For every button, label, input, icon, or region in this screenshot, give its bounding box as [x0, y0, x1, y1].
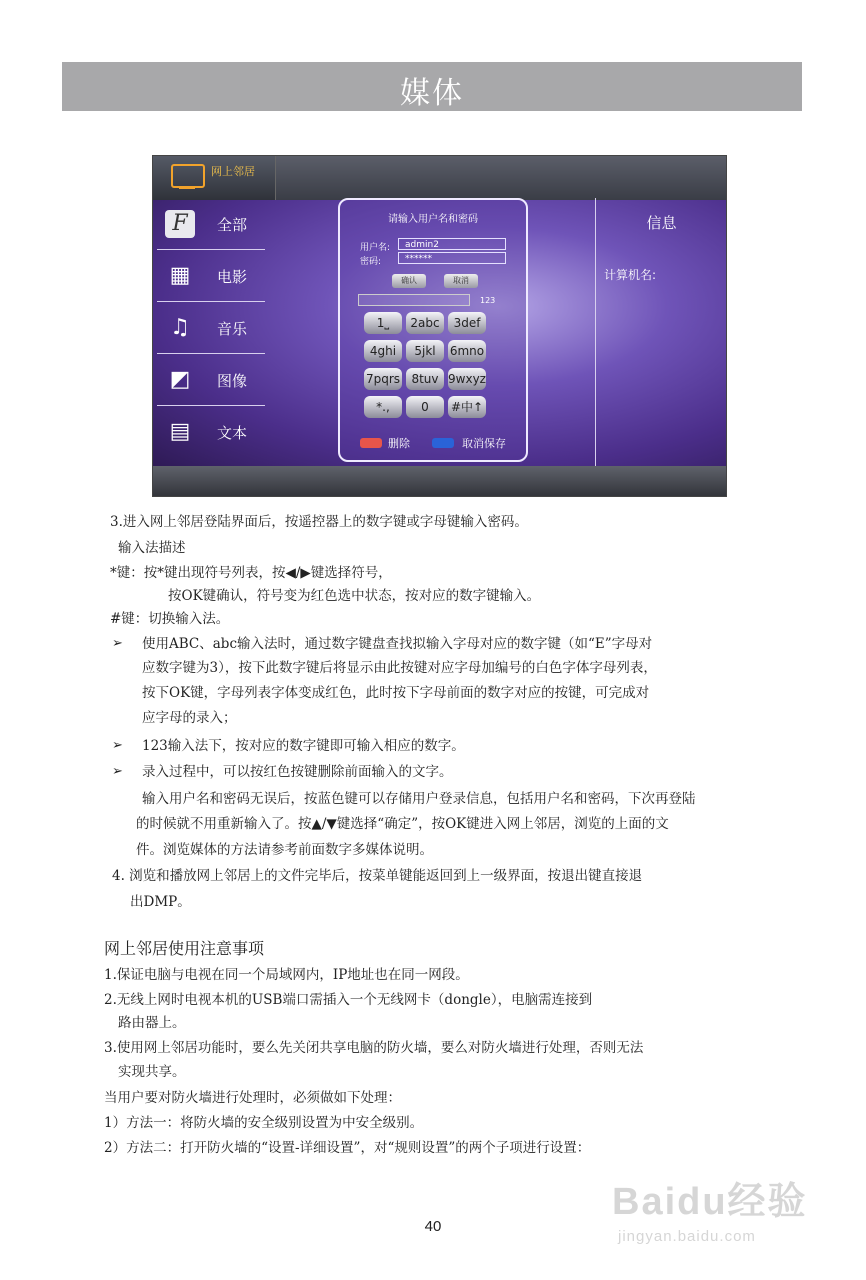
- music-note-icon: ♫: [170, 315, 190, 340]
- input-preview-field[interactable]: [358, 294, 470, 306]
- red-key-label: 删除: [388, 437, 410, 450]
- confirm-button[interactable]: 确认: [392, 274, 426, 288]
- input-mode-indicator: 123: [480, 296, 496, 305]
- paragraph: 输入法描述: [118, 540, 186, 556]
- computer-name-label: 计算机名:: [604, 268, 657, 282]
- username-label: 用户名:: [360, 243, 391, 253]
- sidebar-item-text[interactable]: [157, 406, 265, 457]
- username-field[interactable]: admin2: [398, 238, 506, 250]
- key-3[interactable]: 3def: [448, 312, 486, 334]
- info-title: 信息: [646, 214, 677, 232]
- paragraph: *键：按*键出现符号列表，按◀/▶键选择符号，: [110, 565, 392, 581]
- sidebar-item-label: 全部: [217, 216, 248, 234]
- key-8[interactable]: 8tuv: [406, 368, 444, 390]
- sidebar-item-image[interactable]: [157, 354, 265, 406]
- paragraph: 实现共享。: [118, 1064, 186, 1080]
- paragraph: 输入用户名和密码无误后，按蓝色键可以存储用户登录信息，包括用户名和密码，下次再登陆: [142, 791, 696, 807]
- cancel-button[interactable]: 取消: [444, 274, 478, 288]
- password-field[interactable]: ******: [398, 252, 506, 264]
- paragraph: 应字母的录入；: [142, 710, 237, 726]
- paragraph: 2）方法二：打开防火墙的“设置-详细设置”，对“规则设置”的两个子项进行设置：: [104, 1140, 591, 1156]
- paragraph: 录入过程中，可以按红色按键删除前面输入的文字。: [142, 764, 453, 780]
- paragraph: 按OK键确认，符号变为红色选中状态，按对应的数字键输入。: [168, 588, 541, 604]
- key-0[interactable]: 0: [406, 396, 444, 418]
- paragraph: 路由器上。: [118, 1015, 186, 1031]
- watermark-url: jingyan.baidu.com: [618, 1228, 756, 1245]
- paragraph: 当用户要对防火墙进行处理时，必须做如下处理：: [104, 1090, 401, 1106]
- sidebar-item-label: 图像: [217, 372, 248, 390]
- paragraph: 使用ABC、abc输入法时，通过数字键盘查找拟输入字母对应的数字键（如“E”字母对: [142, 636, 653, 652]
- sidebar-item-music[interactable]: [157, 302, 265, 354]
- monitor-icon: [171, 164, 205, 188]
- paragraph: 2.无线上网时电视本机的USB端口需插入一个无线网卡（dongle），电脑需连接到: [104, 992, 593, 1008]
- paragraph: 123输入法下，按对应的数字键即可输入相应的数字。: [142, 738, 465, 754]
- paragraph: 3.进入网上邻居登陆界面后，按遥控器上的数字键或字母键输入密码。: [110, 514, 528, 530]
- screen-bottom-bar: [153, 466, 726, 496]
- paragraph: 的时候就不用重新输入了。按▲/▼键选择“确定”，按OK键进入网上邻居，浏览的上面的文: [136, 816, 669, 832]
- page-title: 媒体: [400, 76, 464, 111]
- key-2[interactable]: 2abc: [406, 312, 444, 334]
- paragraph: 件。浏览媒体的方法请参考前面数字多媒体说明。: [136, 842, 433, 858]
- picture-icon: ◩: [169, 367, 191, 392]
- key-7[interactable]: 7pqrs: [364, 368, 402, 390]
- text-document-icon: ▤: [169, 419, 191, 444]
- login-dialog: [338, 198, 528, 462]
- blue-key-swatch: [432, 438, 454, 448]
- blue-key-label: 取消保存: [462, 437, 506, 450]
- page-number: 40: [424, 1218, 442, 1235]
- paragraph: 按下OK键，字母列表字体变成红色，此时按下字母前面的数字对应的按键，可完成对: [142, 685, 650, 701]
- tab-network-neighborhood[interactable]: [153, 156, 276, 200]
- sidebar-item-label: 电影: [217, 268, 248, 286]
- key-9[interactable]: 9wxyz: [448, 368, 486, 390]
- section-heading: 网上邻居使用注意事项: [104, 939, 265, 958]
- watermark-logo: Baidu经验: [612, 1181, 808, 1223]
- category-sidebar: [157, 198, 265, 457]
- sidebar-item-movie[interactable]: [157, 250, 265, 302]
- paragraph: 3.使用网上邻居功能时，要么先关闭共享电脑的防火墙，要么对防火墙进行处理，否则无法: [104, 1040, 644, 1056]
- key-star[interactable]: *.,: [364, 396, 402, 418]
- paragraph: #键：切换输入法。: [110, 611, 230, 627]
- key-hash[interactable]: #中↑: [448, 396, 486, 418]
- paragraph: 出DMP。: [130, 894, 191, 910]
- paragraph: 4. 浏览和播放网上邻居上的文件完毕后，按菜单键能返回到上一级界面，按退出键直接退: [112, 868, 643, 884]
- sidebar-item-label: 音乐: [217, 320, 248, 338]
- film-icon: ▦: [169, 263, 191, 288]
- sidebar-item-label: 文本: [217, 424, 248, 442]
- dialog-title: 请输入用户名和密码: [388, 214, 478, 225]
- tv-screenshot: [152, 155, 727, 497]
- key-4[interactable]: 4ghi: [364, 340, 402, 362]
- bullet-icon: ➢: [112, 738, 123, 753]
- watermark: [612, 1170, 812, 1260]
- bullet-icon: ➢: [112, 636, 123, 651]
- header-bar: [62, 62, 802, 111]
- tab-label: 网上邻居: [211, 165, 255, 178]
- key-6[interactable]: 6mno: [448, 340, 486, 362]
- info-panel: [595, 198, 727, 466]
- key-1[interactable]: 1⎵: [364, 312, 402, 334]
- password-label: 密码:: [360, 257, 382, 267]
- sidebar-item-all[interactable]: [157, 198, 265, 250]
- red-key-swatch: [360, 438, 382, 448]
- all-files-icon: F: [165, 210, 195, 238]
- paragraph: 1）方法一：将防火墙的安全级别设置为中安全级别。: [104, 1115, 424, 1131]
- paragraph: 应数字键为3），按下此数字键后将显示由此按键对应字母加编号的白色字体字母列表，: [142, 660, 657, 676]
- key-5[interactable]: 5jkl: [406, 340, 444, 362]
- bullet-icon: ➢: [112, 764, 123, 779]
- paragraph: 1.保证电脑与电视在同一个局域网内，IP地址也在同一网段。: [104, 967, 469, 983]
